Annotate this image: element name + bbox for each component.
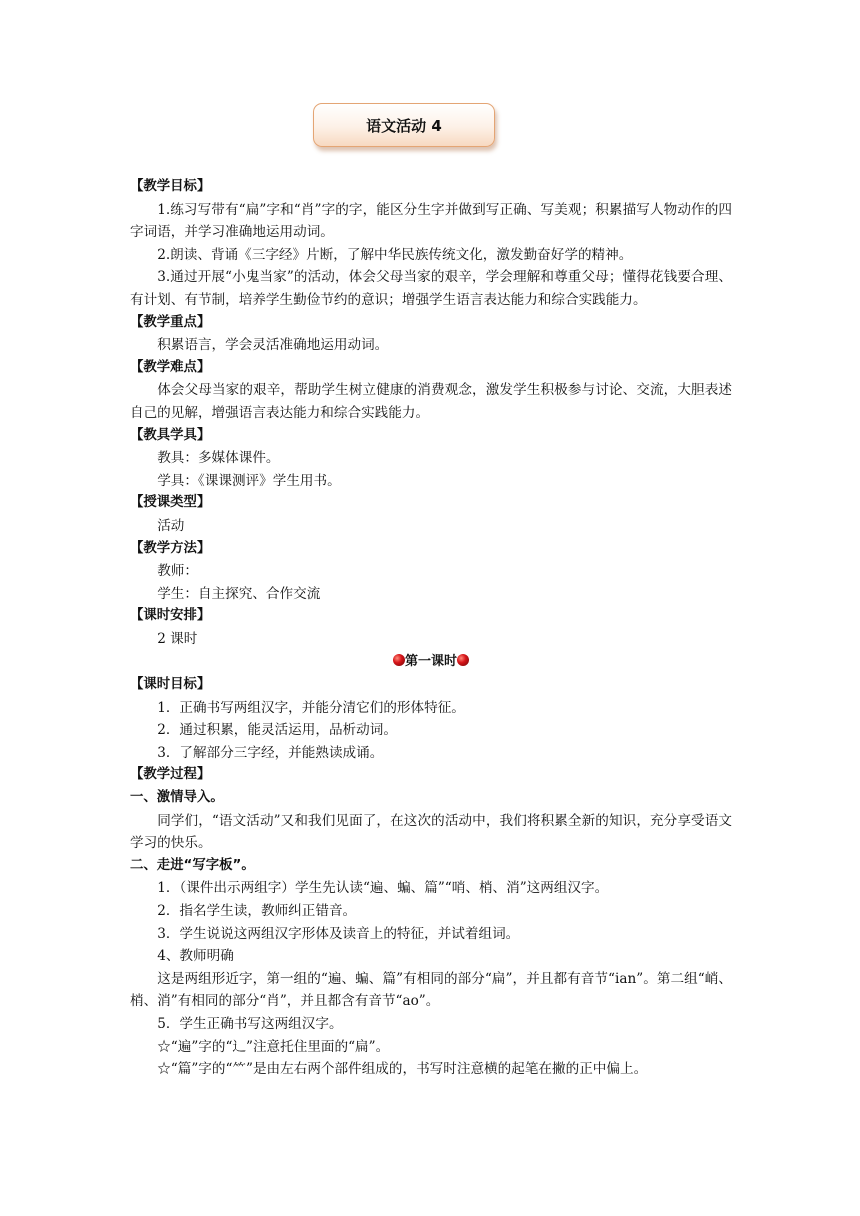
step-2-item-2: 2．指名学生读，教师纠正错音。 <box>157 903 357 919</box>
difficulty-paragraph: 体会父母当家的艰辛，帮助学生树立健康的消费观念，激发学生积极参与讨论、交流，大胆表述自己的见解，增强语言表达能力和综合实践能力。 <box>130 382 732 421</box>
method-student-text: 学生：自主探究、合作交流 <box>157 585 321 602</box>
section-heading-lesson-goals: 【课时目标】 <box>130 677 211 693</box>
section-heading-key: 【教学重点】 <box>130 314 211 330</box>
page-title: 语文活动 4 <box>366 116 442 135</box>
section-heading-type: 【授课类型】 <box>130 495 211 511</box>
goal-paragraph-1: 1.练习写带有“扁”字和“肖”字的字，能区分生字并做到写正确、写美观；积累描写人物动作的四字词语，并学习准确地运用动词。 <box>130 201 732 241</box>
step-1-paragraph: 同学们，“语文活动”又和我们见面了，在这次的活动中，我们将积累全新的知识，充分享受语文学习的快乐。 <box>130 812 732 852</box>
section-heading-tools: 【教具学具】 <box>130 427 211 443</box>
step-2-item-4: 4、教师明确 <box>157 948 234 965</box>
goal-paragraph-2: 2.朗读、背诵《三字经》片断，了解中华民族传统文化，激发勤奋好学的精神。 <box>157 246 633 263</box>
schedule-text: 2 课时 <box>157 630 198 647</box>
lesson-goal-3: 3．了解部分三字经，并能熟读成诵。 <box>157 744 384 761</box>
section-heading-goals: 【教学目标】 <box>130 179 211 194</box>
goal-paragraph-3: 3.通过开展“小鬼当家”的活动，体会父母当家的艰辛，学会理解和尊重父母；懂得花钱要合理、有计划、有节制，培养学生勤俭节约的意识；增强学生语言表达能力和综合实践能力。 <box>130 269 732 308</box>
red-ball-icon <box>457 654 469 666</box>
tools-student-text: 学具：《课课测评》学生用书。 <box>157 472 341 489</box>
red-ball-icon <box>393 654 405 666</box>
step-2-item-1: 1．（课件出示两组字）学生先认读“遍、蝙、篇”“哨、梢、消”这两组汉字。 <box>157 880 609 897</box>
writing-note-1: ☆“遍”字的“辶”注意托住里面的“扁”。 <box>157 1038 390 1055</box>
writing-note-2: ☆“篇”字的“⺮”是由左右两个部件组成的，书写时注意横的起笔在撇的正中偏上。 <box>157 1061 648 1078</box>
section-heading-difficulty: 【教学难点】 <box>130 359 211 375</box>
step-heading-2: 二、走进“写字板”。 <box>130 857 255 873</box>
key-paragraph: 积累语言，学会灵活准确地运用动词。 <box>157 337 389 354</box>
section-heading-schedule: 【课时安排】 <box>130 608 211 624</box>
section-heading-method: 【教学方法】 <box>130 540 211 556</box>
step-2-item-5: 5．学生正确书写这两组汉字。 <box>157 1015 343 1032</box>
title-box <box>313 103 495 147</box>
method-teacher-text: 教师： <box>157 563 198 580</box>
step-2-item-3: 3．学生说说这两组汉字形体及读音上的特征，并试着组词。 <box>157 925 520 942</box>
document-body <box>130 176 732 1081</box>
step-2-item-4-paragraph: 这是两组形近字，第一组的“遍、蝙、篇”有相同的部分“扁”，并且都有音节“ian”。第二组“峭、梢、消”有相同的部分“肖”，并且都含有音节“ao”。 <box>130 970 732 1010</box>
step-heading-1: 一、激情导入。 <box>130 790 224 806</box>
section-heading-process: 【教学过程】 <box>130 767 211 783</box>
type-text: 活动 <box>157 517 185 534</box>
lesson-goal-2: 2．通过积累，能灵活运用，品析动词。 <box>157 722 397 739</box>
lesson-heading: 第一课时 <box>404 654 457 670</box>
lesson-heading-row <box>130 650 732 674</box>
lesson-goal-1: 1．正确书写两组汉字，并能分清它们的形体特征。 <box>157 699 465 716</box>
tools-teacher-text: 教具：多媒体课件。 <box>157 450 280 467</box>
